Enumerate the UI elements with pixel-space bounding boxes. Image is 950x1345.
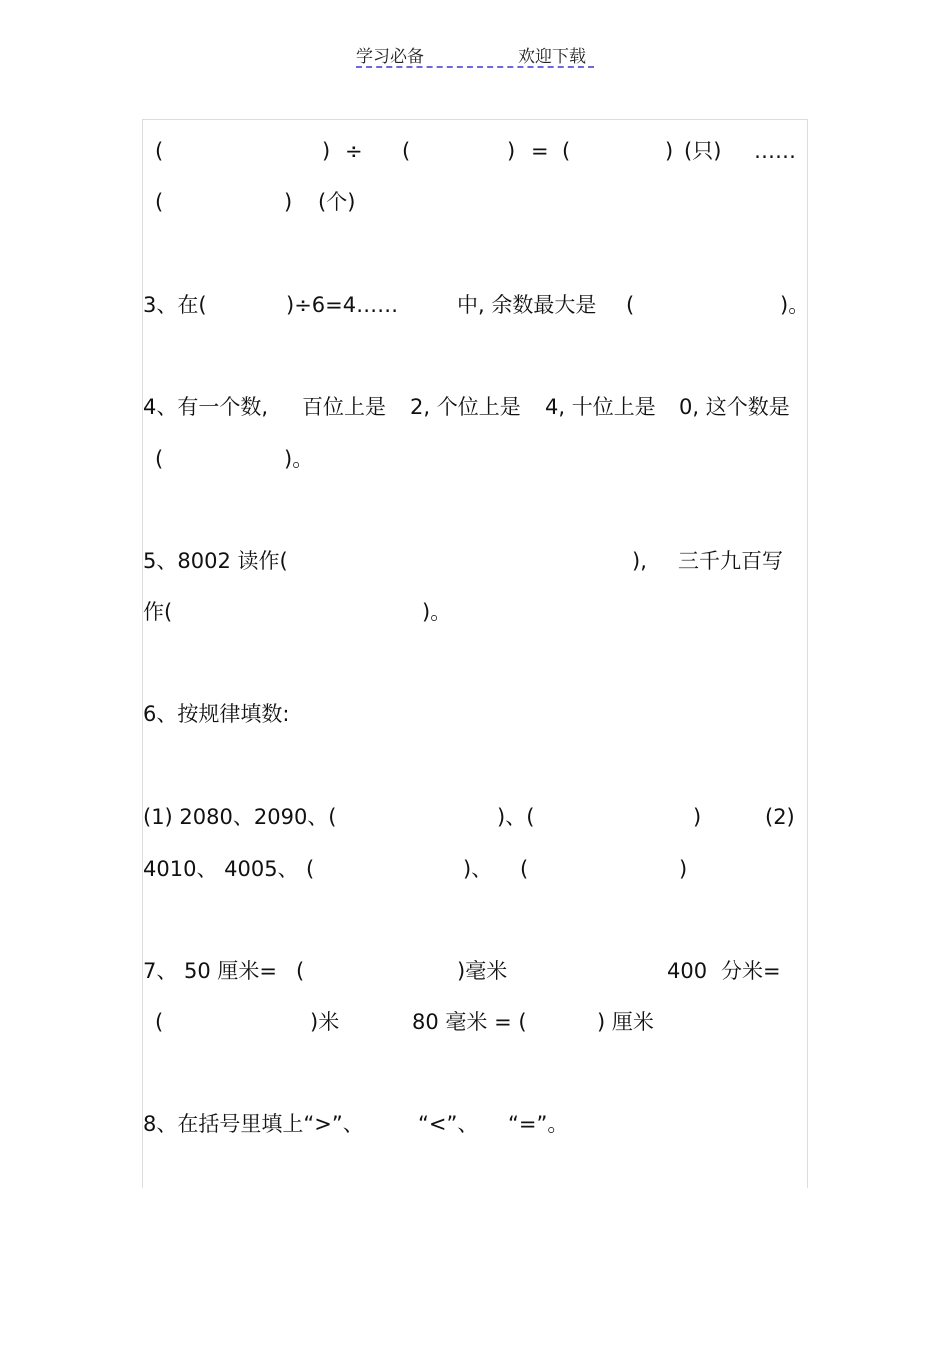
q3-start: 3、在( <box>143 293 207 317</box>
q7-dm-equals: 分米= <box>721 959 781 983</box>
q4-this-number: 0, 这个数是 <box>679 395 790 419</box>
line1-paren-close-2: ) <box>507 139 516 163</box>
line1-paren-open-1: ( <box>155 139 164 163</box>
q5-read-as: 5、8002 读作( <box>143 549 288 573</box>
line2-paren-open: ( <box>155 190 164 214</box>
header-left-text: 学习必备 <box>356 47 424 67</box>
q5-paren-close-1: ), <box>632 549 647 573</box>
q7-m: )米 <box>310 1010 340 1034</box>
line1-paren-open-3: ( <box>562 139 571 163</box>
line1-paren-close-3: ) <box>665 139 674 163</box>
line2-unit-ge: (个) <box>318 190 356 214</box>
q6-part2-paren-open-2: ( <box>520 857 529 881</box>
q4-paren-open: ( <box>155 447 164 471</box>
line1-equals: = <box>531 139 549 163</box>
q6-part2-label: (2) <box>765 805 795 829</box>
line1-paren-open-2: ( <box>402 139 411 163</box>
q7-paren-open-1: ( <box>296 959 305 983</box>
line1-unit-zhi: (只) <box>684 139 722 163</box>
q3-paren-close: )。 <box>780 293 810 317</box>
q7-start: 7、 50 厘米= <box>143 959 278 983</box>
q6-part2-sep: )、 <box>463 857 493 881</box>
q7-mm: )毫米 <box>457 959 508 983</box>
line1-ellipsis: …… <box>754 139 796 163</box>
q7-400: 400 <box>667 959 708 983</box>
q4-tens: 4, 十位上是 <box>545 395 656 419</box>
q7-80mm: 80 毫米 = ( <box>412 1010 527 1034</box>
q8-equal: “=”。 <box>508 1112 569 1136</box>
q5-zuo: 作( <box>143 600 173 624</box>
q7-paren-open-2: ( <box>155 1010 164 1034</box>
q8-start: 8、在括号里填上“>”、 <box>143 1112 364 1136</box>
q8-less: “<”、 <box>418 1112 479 1136</box>
q4-paren-close: )。 <box>284 447 314 471</box>
q6-part2: 4010、 4005、 <box>143 857 299 881</box>
line1-divide: ÷ <box>345 139 363 163</box>
q3-paren-open: ( <box>626 293 635 317</box>
line1-paren-close-1: ) <box>322 139 331 163</box>
q6-part2-paren-open-1: ( <box>306 857 315 881</box>
q6-heading: 6、按规律填数: <box>143 702 290 726</box>
q5-write-as: 三千九百写 <box>678 549 783 573</box>
q5-paren-close-2: )。 <box>422 600 452 624</box>
q4-hundreds: 百位上是 <box>302 395 386 419</box>
line2-paren-close: ) <box>284 190 293 214</box>
page-header <box>356 40 594 68</box>
q6-part1-sep: )、( <box>497 805 535 829</box>
q3-question: 中, 余数最大是 <box>457 293 597 317</box>
q7-cm: ) 厘米 <box>597 1010 654 1034</box>
header-right-text: 欢迎下载 <box>518 47 586 67</box>
q4-start: 4、有一个数, <box>143 395 269 419</box>
q6-part2-paren-close: ) <box>679 857 688 881</box>
q6-part1: (1) 2080、2090、( <box>143 805 337 829</box>
q4-ones: 2, 个位上是 <box>410 395 521 419</box>
q6-part1-close: ) <box>693 805 702 829</box>
q3-equation: )÷6=4…… <box>286 293 399 317</box>
